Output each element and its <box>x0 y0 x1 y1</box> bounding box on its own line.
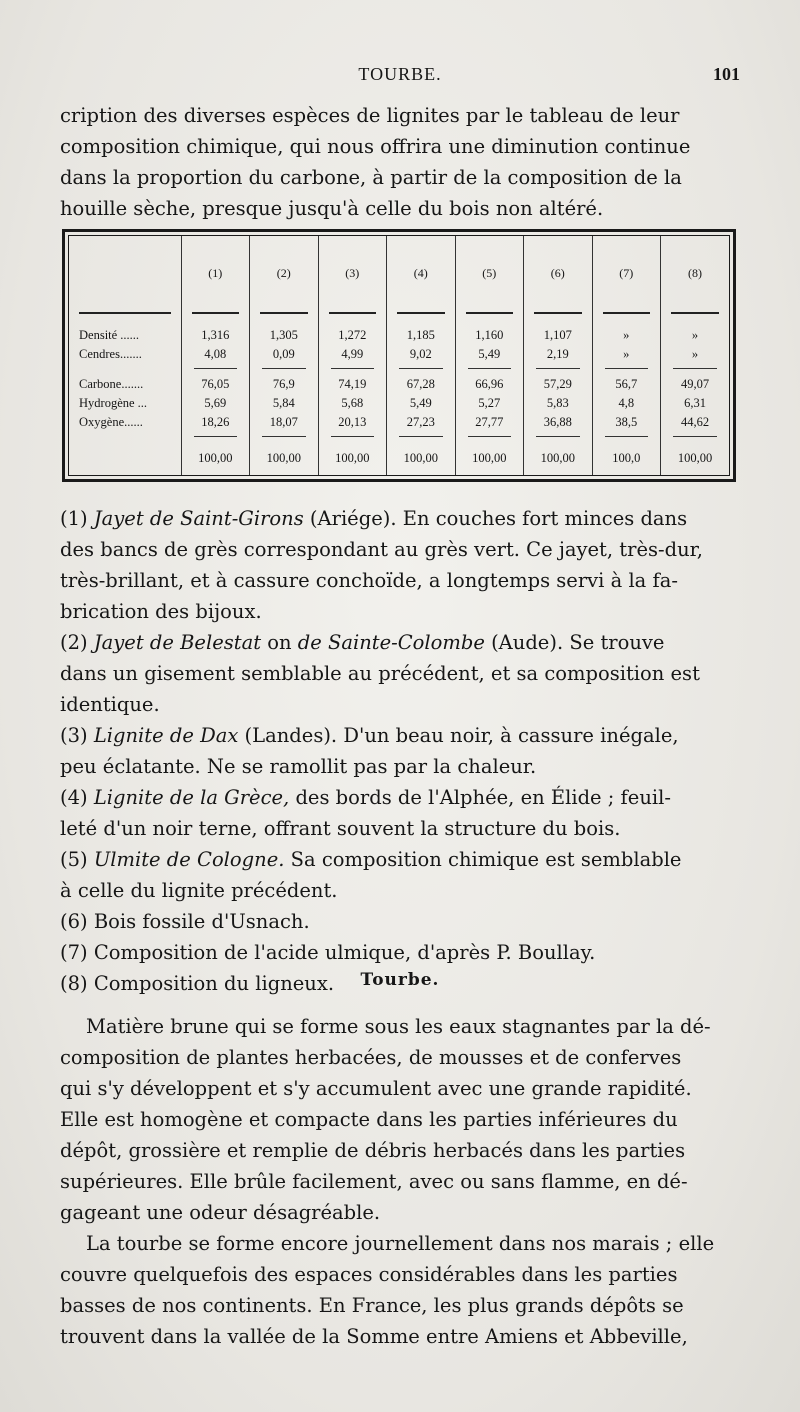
column-header: (8) <box>661 236 730 310</box>
row-label: Hydrogène ... <box>79 395 148 410</box>
notes-block <box>60 503 740 999</box>
note-title: Lignite de la Grèce, <box>93 786 290 809</box>
table-header-row <box>69 236 729 310</box>
note-number: (3) <box>60 724 94 747</box>
table-cell: 4,08 <box>181 345 250 364</box>
note-text-line: brication des bijoux. <box>60 600 262 623</box>
note-6 <box>60 906 740 937</box>
text-line: composition chimique, qui nous offrira une diminution continue <box>60 135 691 158</box>
page-number: 101 <box>713 64 740 84</box>
note-title: Jayet de Belestat <box>93 631 262 654</box>
table-cell: 100,0 <box>592 442 661 475</box>
table-cell: 2,19 <box>524 345 593 364</box>
note-text-line: très-brillant, et à cassure conchoïde, a longtemps servi à la fa- <box>60 569 678 592</box>
note-4 <box>60 782 740 813</box>
table-cell: 18,26 <box>181 412 250 431</box>
text-line: dans la proportion du carbone, à partir de la composition de la <box>60 166 682 189</box>
table-cell: 100,00 <box>387 442 456 475</box>
table-row-carbone <box>69 374 729 393</box>
table-cell: 1,185 <box>387 325 456 344</box>
table-cell: 74,19 <box>318 374 387 393</box>
note-number: (4) <box>60 786 94 809</box>
note-title-2: de Sainte-Colombe <box>297 631 485 654</box>
table-row-hydrogene <box>69 393 729 412</box>
table-cell: 76,05 <box>181 374 250 393</box>
composition-table-frame <box>62 229 736 482</box>
column-header: (2) <box>250 236 319 310</box>
row-label: Oxygène...... <box>79 414 143 429</box>
table-cell: 6,31 <box>661 393 730 412</box>
note-number: (6) <box>60 910 94 933</box>
text-line: composition de plantes herbacées, de mousses et de conferves <box>60 1046 682 1069</box>
table-cell: » <box>592 325 661 344</box>
row-label: Cendres....... <box>79 347 142 362</box>
text-line: cription des diverses espèces de lignites par le tableau de leur <box>60 104 680 127</box>
table-row-oxygene <box>69 412 729 431</box>
column-header: (7) <box>592 236 661 310</box>
note-text: Sa composition chimique est semblable <box>284 848 682 871</box>
table-cell: 1,272 <box>318 325 387 344</box>
note-text: (Aude). Se trouve <box>484 631 665 654</box>
table-cell: 5,84 <box>250 393 319 412</box>
table-cell: 100,00 <box>181 442 250 475</box>
table-cell: 76,9 <box>250 374 319 393</box>
note-2 <box>60 627 740 658</box>
table-cell: 5,68 <box>318 393 387 412</box>
text-line: trouvent dans la vallée de la Somme entre Amiens et Abbeville, <box>60 1325 688 1348</box>
note-text: Composition de l'acide ulmique, d'après P. Boullay. <box>93 941 596 964</box>
note-title: Lignite de Dax <box>93 724 239 747</box>
text-line: basses de nos continents. En France, les plus grands dépôts se <box>60 1294 684 1317</box>
text-line: houille sèche, presque jusqu'à celle du bois non altéré. <box>60 197 604 220</box>
table-cell: 49,07 <box>661 374 730 393</box>
table-cell: 100,00 <box>250 442 319 475</box>
table-cell: 1,107 <box>524 325 593 344</box>
text-line: couvre quelquefois des espaces considérables dans les parties <box>60 1263 678 1286</box>
text-line: supérieures. Elle brûle facilement, avec ou sans flamme, en dé- <box>60 1170 688 1193</box>
note-text: Bois fossile d'Usnach. <box>93 910 310 933</box>
table-cell: 27,23 <box>387 412 456 431</box>
table-cell: 100,00 <box>661 442 730 475</box>
text-line: dépôt, grossière et remplie de débris herbacés dans les parties <box>60 1139 686 1162</box>
text-line: Matière brune qui se forme sous les eaux stagnantes par la dé- <box>86 1015 711 1038</box>
table-cell: 1,160 <box>455 325 524 344</box>
table-cell: 1,316 <box>181 325 250 344</box>
table-cell: 67,28 <box>387 374 456 393</box>
note-text-line: à celle du lignite précédent. <box>60 879 338 902</box>
table-cell: 27,77 <box>455 412 524 431</box>
table-cell: » <box>661 345 730 364</box>
note-title: Ulmite de Cologne. <box>93 848 285 871</box>
body-paragraph-2 <box>60 1228 740 1352</box>
table-cell: 5,49 <box>387 393 456 412</box>
column-header: (3) <box>318 236 387 310</box>
column-header: (5) <box>455 236 524 310</box>
note-number: (7) <box>60 941 94 964</box>
column-header: (6) <box>524 236 593 310</box>
text-line: gageant une odeur désagréable. <box>60 1201 381 1224</box>
note-1 <box>60 503 740 534</box>
note-text-line: des bancs de grès correspondant au grès vert. Ce jayet, très-dur, <box>60 538 704 561</box>
running-title: TOURBE. <box>358 64 442 84</box>
column-header: (1) <box>181 236 250 310</box>
note-text: (Landes). D'un beau noir, à cassure inégale, <box>238 724 679 747</box>
row-label: Carbone....... <box>79 376 144 391</box>
table-cell: » <box>661 325 730 344</box>
body-paragraph-1 <box>60 1011 740 1228</box>
note-text-line: dans un gisement semblable au précédent, et sa composition est <box>60 662 700 685</box>
table-cell: 4,8 <box>592 393 661 412</box>
note-title: Jayet de Saint-Girons <box>93 507 304 530</box>
table-cell: 18,07 <box>250 412 319 431</box>
note-number: (5) <box>60 848 94 871</box>
table-cell: 20,13 <box>318 412 387 431</box>
column-header: (4) <box>387 236 456 310</box>
table-cell: 56,7 <box>592 374 661 393</box>
note-number: (1) <box>60 507 94 530</box>
note-3 <box>60 720 740 751</box>
text-line: La tourbe se forme encore journellement dans nos marais ; elle <box>86 1232 715 1255</box>
table-cell: 5,49 <box>455 345 524 364</box>
table-cell: 100,00 <box>524 442 593 475</box>
note-text-line: peu éclatante. Ne se ramollit pas par la chaleur. <box>60 755 537 778</box>
table-cell: 100,00 <box>455 442 524 475</box>
note-text: Composition du ligneux. <box>93 972 335 995</box>
note-text-line: leté d'un noir terne, offrant souvent la structure du bois. <box>60 817 621 840</box>
running-head <box>60 64 740 88</box>
table-row-cendres <box>69 345 729 364</box>
table-cell: 5,83 <box>524 393 593 412</box>
note-5 <box>60 844 740 875</box>
table-cell: 4,99 <box>318 345 387 364</box>
table-cell: 38,5 <box>592 412 661 431</box>
table-row-densite <box>69 325 729 344</box>
note-connector: on <box>261 631 298 654</box>
table-cell: 57,29 <box>524 374 593 393</box>
table-cell: 36,88 <box>524 412 593 431</box>
table-cell: 100,00 <box>318 442 387 475</box>
table-cell: 9,02 <box>387 345 456 364</box>
note-text: des bords de l'Alphée, en Élide ; feuil- <box>289 786 671 809</box>
table-cell: » <box>592 345 661 364</box>
header-empty-cell <box>69 236 181 310</box>
total-label-empty <box>69 442 181 475</box>
table-cell: 44,62 <box>661 412 730 431</box>
table-cell: 1,305 <box>250 325 319 344</box>
text-line: qui s'y développent et s'y accumulent avec une grande rapidité. <box>60 1077 692 1100</box>
table-cell: 0,09 <box>250 345 319 364</box>
row-label: Densité ...... <box>79 328 140 343</box>
table-cell: 5,69 <box>181 393 250 412</box>
table-cell: 5,27 <box>455 393 524 412</box>
intro-paragraph <box>60 100 740 224</box>
table-row-total <box>69 442 729 475</box>
note-number: (8) <box>60 972 94 995</box>
note-7 <box>60 937 740 968</box>
composition-table <box>69 236 729 475</box>
note-text: (Ariége). En couches fort minces dans <box>303 507 688 530</box>
table-cell: 66,96 <box>455 374 524 393</box>
section-heading: Tourbe. <box>360 970 440 990</box>
text-line: Elle est homogène et compacte dans les parties inférieures du <box>60 1108 678 1131</box>
note-number: (2) <box>60 631 94 654</box>
note-text-line: identique. <box>60 693 160 716</box>
